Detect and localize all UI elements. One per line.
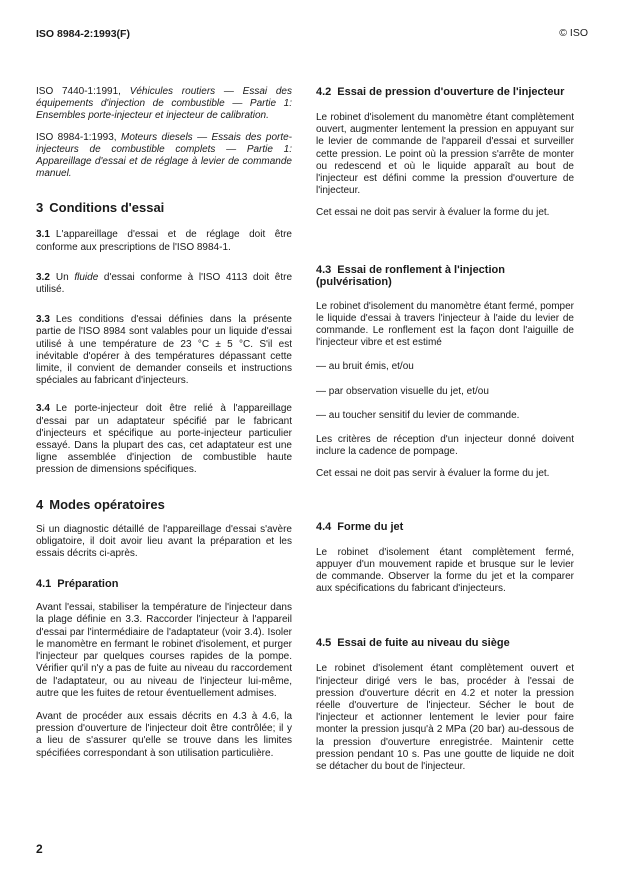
- list-item-noise: — au bruit émis, et/ou: [316, 361, 414, 373]
- clause-3-4: 3.4 Le porte-injecteur doit être relié à l'appareillage d'essai par un adaptateur spécifié par le fabricant d'injecteurs et spécifique au porte-injecteur particulier essayé. Dans la plupart des cas, cet adaptateur est une ligne assemblée d'injection de combustible haute pression de dimensions spécifiques.: [36, 403, 292, 476]
- section-4-1-para-2: Avant de procéder aux essais décrits en 4.3 à 4.6, la pression d'ouverture de l'injecteur doit être contrôlée; il y a lieu de s'assurer qu'elle se trouve dans les limites spécifiées correspondant à son utilisation particulière.: [36, 710, 292, 759]
- list-item-touch: — au toucher sensitif du levier de commande.: [316, 409, 520, 421]
- section-4-3-para-3: Cet essai ne doit pas servir à évaluer la forme du jet.: [316, 468, 550, 480]
- section-3-heading: 3 Conditions d'essai: [36, 200, 165, 216]
- section-4-3-para-2: Les critères de réception d'un injecteur donné doivent inclure la cadence de pompage.: [316, 434, 574, 458]
- section-4-4-para-1: Le robinet d'isolement étant complètement fermé, appuyer d'un mouvement rapide et brusque sur le levier de commande. Observer la forme du jet et la comparer aux spécifications du fabricant d'injecteurs.: [316, 546, 574, 595]
- section-4-2-para-1: Le robinet d'isolement du manomètre étant complètement ouvert, augmenter lentement la pression en appuyant sur le levier de commande de l'appareil d'essai et surveiller cette pression. Le point où la pression s'arrête de monter ou redescend et où le liquide apparaît au bout de l'injecteur est défini comme la pression d'ouverture de l'injecteur.: [316, 112, 574, 197]
- clause-3-1: 3.1 L'appareillage d'essai et de réglage doit être conforme aux prescriptions de l'ISO 8984-1.: [36, 229, 292, 253]
- section-4-4-heading: 4.4 Forme du jet: [316, 520, 404, 533]
- section-4-3-para-1: Le robinet d'isolement du manomètre étant fermé, pomper le liquide d'essai à travers l'injecteur à l'aide du levier de commande. Le ronflement est la façon dont l'aiguille de l'injecteur vibre et est estimé: [316, 300, 574, 349]
- section-4-5-heading: 4.5 Essai de fuite au niveau du siège: [316, 637, 510, 650]
- clause-3-3: 3.3 Les conditions d'essai définies dans la présente partie de l'ISO 8984 sont valables pour un liquide d'essai utilisé à une température de 23 °C ± 5 °C. S'il est inévitable d'opérer à des températures dépassant cette limite, il convient de demander conseils et instructions spéciales au fabricant d'injecteurs.: [36, 314, 292, 387]
- list-item-visual: — par observation visuelle du jet, et/ou: [316, 385, 489, 397]
- page-number: 2: [36, 842, 43, 856]
- section-4-heading: 4 Modes opératoires: [36, 496, 165, 512]
- section-4-2-heading: 4.2 Essai de pression d'ouverture de l'injecteur: [316, 86, 565, 98]
- section-4-1-para-1: Avant l'essai, stabiliser la température de l'injecteur dans la plage définie en 3.3. Raccorder l'injecteur à l'appareil d'essai par l'intermédiaire de l'adaptateur (voir 3.4). Isoler le manomètre en fermant le robinet d'isolement, et purger l'injecteur par quelques courses rapides de la pompe. Vérifier qu'il n'y a pas de fuite au niveau du raccordement de l'adaptateur, ou au niveau de l'injecteur lui-même, autre que les fuites de retour éventuellement admises.: [36, 602, 292, 699]
- section-4-5-para-1: Le robinet d'isolement étant complètement ouvert et l'injecteur dirigé vers le bas, procéder à l'essai de pression d'ouverture décrit en 4.2 et noter la pression réelle d'ouverture de l'injecteur. Sécher le bout de l'injecteur et actionner lentement le levier pour faire monter la pression jusqu'à 2 MPa (20 bar) au-dessous de la pression d'ouverture enregistrée. Maintenir cette pression pendant 10 s. Pas une goutte de liquide ne doit se détacher du bout de l'injecteur.: [316, 663, 574, 773]
- reference-iso-7440: ISO 7440-1:1991, Véhicules routiers — Essai des équipements d'injection de combustible — Partie 1: Ensembles porte-injecteur et injecteur de calibration.: [36, 86, 292, 122]
- section-4-2-para-2: Cet essai ne doit pas servir à évaluer la forme du jet.: [316, 207, 550, 219]
- section-4-1-heading: 4.1 Préparation: [36, 578, 119, 591]
- document-id: ISO 8984-2:1993(F): [36, 28, 130, 40]
- section-4-3-heading: 4.3 Essai de ronflement à l'injection (pulvérisation): [316, 263, 505, 288]
- section-4-intro: Si un diagnostic détaillé de l'appareillage d'essai s'avère obligatoire, il doit avoir lieu avant la préparation et les essais décrits ci-après.: [36, 523, 292, 560]
- clause-3-2: 3.2 Un fluide d'essai conforme à l'ISO 4113 doit être utilisé.: [36, 271, 293, 296]
- iso-copyright: © ISO: [559, 27, 588, 39]
- left-column: [36, 86, 292, 760]
- right-column: [316, 86, 574, 773]
- reference-iso-8984-1: ISO 8984-1:1993, Moteurs diesels — Essais des porte-injecteurs de combustible complets — Partie 1: Appareillage d'essai et de réglage à levier de commande manuel.: [36, 131, 293, 180]
